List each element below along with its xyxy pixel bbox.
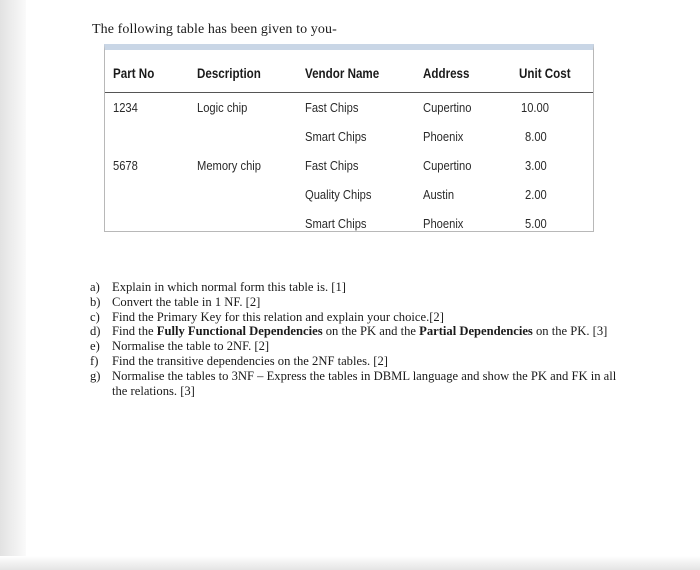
question-item (90, 280, 620, 295)
intro-text: The following table has been given to you- (92, 22, 337, 37)
header-vendor-name: Vendor Name (305, 66, 380, 81)
question-item (90, 354, 620, 369)
cell-description: Logic chip (197, 100, 248, 115)
question-text: Find the (112, 324, 157, 339)
cell-address: Austin (423, 187, 455, 202)
cell-vendor-name: Fast Chips (305, 158, 359, 173)
question-label: f) (90, 353, 99, 368)
cell-part-no: 1234 (113, 100, 138, 115)
question-text: Explain in which normal form this table is. [1] (112, 280, 346, 294)
cell-unit-cost: 10.00 (521, 100, 549, 115)
cell-part-no: 5678 (113, 158, 138, 173)
question-item (90, 339, 620, 354)
header-rule (105, 92, 593, 93)
cell-address: Phoenix (423, 129, 464, 144)
parts-table (104, 44, 594, 232)
question-text: on the PK and the (322, 324, 420, 339)
question-emphasis: Partial Dependencies (419, 324, 533, 339)
header-unit-cost: Unit Cost (519, 66, 571, 81)
header-part-no: Part No (113, 66, 155, 81)
question-text: Find the transitive dependencies on the 2NF tables. [2] (112, 353, 388, 368)
cell-address: Cupertino (423, 158, 472, 173)
cell-vendor-name: Smart Chips (305, 216, 367, 231)
header-description: Description (197, 66, 261, 81)
question-label: b) (90, 294, 101, 309)
cell-vendor-name: Smart Chips (305, 129, 367, 144)
question-list (90, 280, 620, 398)
cell-vendor-name: Fast Chips (305, 100, 359, 115)
cell-unit-cost: 2.00 (525, 187, 547, 202)
question-text: Normalise the table to 2NF. [2] (112, 339, 270, 354)
question-item (90, 310, 620, 325)
cell-address: Cupertino (423, 100, 472, 115)
question-label: c) (90, 309, 100, 324)
question-label: d) (90, 324, 101, 339)
question-label: a) (90, 280, 100, 294)
cell-unit-cost: 5.00 (525, 216, 547, 231)
question-label: g) (90, 368, 101, 383)
question-label: e) (90, 339, 100, 354)
question-item (90, 324, 620, 339)
question-text: Normalise the tables to 3NF – Express the tables in DBML language and show the PK and FK in all the relations. [3] (112, 368, 617, 398)
question-text: on the PK. [3] (532, 324, 608, 339)
header-address: Address (423, 66, 470, 81)
page-shadow-bottom (0, 556, 700, 570)
question-item (90, 369, 620, 399)
cell-address: Phoenix (423, 216, 464, 231)
question-item (90, 295, 620, 310)
cell-description: Memory chip (197, 158, 262, 173)
cell-unit-cost: 3.00 (525, 158, 547, 173)
question-emphasis: Fully Functional Dependencies (156, 324, 323, 339)
cell-vendor-name: Quality Chips (305, 187, 372, 202)
page-shadow-left (0, 0, 26, 570)
cell-unit-cost: 8.00 (525, 129, 547, 144)
question-text: Find the Primary Key for this relation and explain your choice.[2] (112, 309, 444, 324)
question-text: Convert the table in 1 NF. [2] (112, 294, 261, 309)
